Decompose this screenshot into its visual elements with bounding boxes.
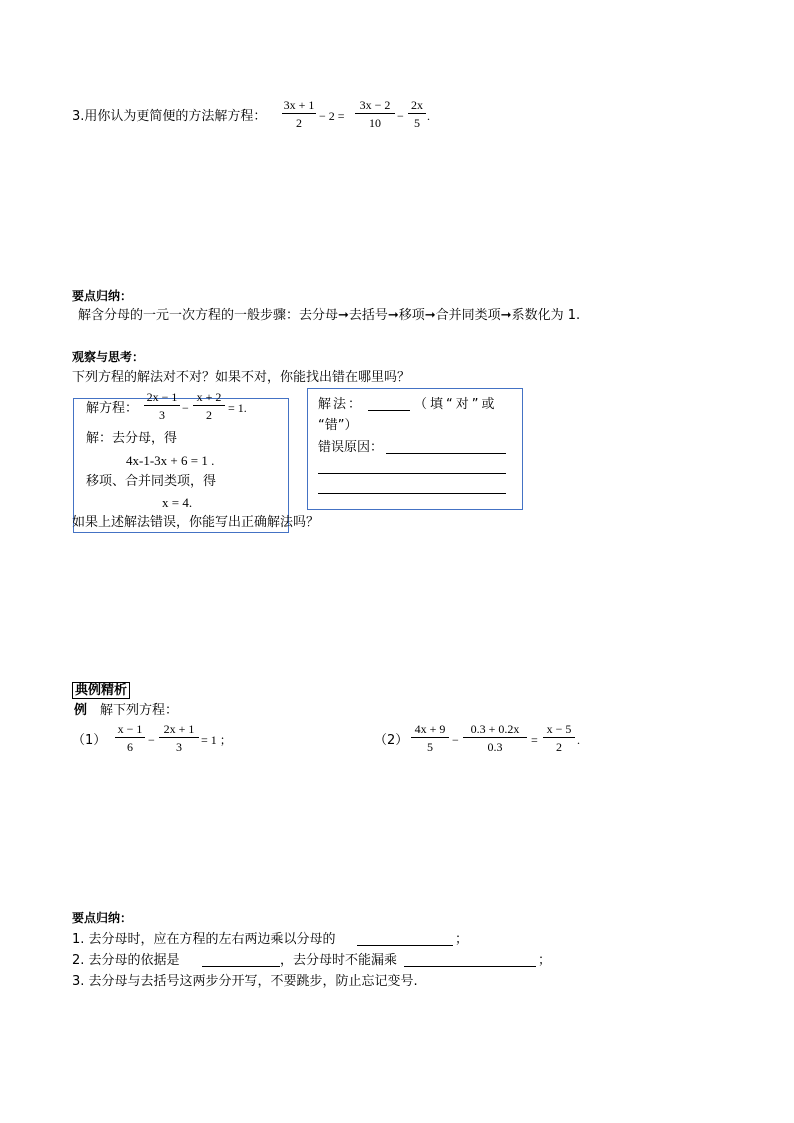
summary1-text: 解含分母的一元一次方程的一般步骤：去分母➞去括号➞移项➞合并同类项➞系数化为 1.: [78, 308, 581, 323]
left-box-fraction-1: [144, 391, 180, 421]
fraction-numerator: 0.3 + 0.2x: [470, 722, 520, 736]
fraction-denominator: 2: [556, 740, 562, 754]
problem2-label: （2）: [374, 733, 409, 748]
q3-minus: −: [397, 109, 404, 123]
q3-fraction-3: [408, 99, 426, 129]
fraction-denominator: 5: [414, 116, 420, 130]
right-box-line1-label: 解法：: [318, 397, 364, 412]
left-box-label: 解方程：: [86, 401, 139, 416]
fraction-numerator: 2x + 1: [163, 722, 195, 736]
left-box-line1: 解：去分母，得: [86, 431, 178, 446]
q3-prefix: 3.用你认为更简便的方法解方程：: [72, 109, 267, 124]
right-box-line1-hint: （填“对”或: [414, 397, 498, 412]
summary2-blank-1[interactable]: [357, 945, 453, 946]
reason-blank-1[interactable]: [386, 453, 506, 454]
fraction-denominator: 10: [369, 116, 381, 130]
summary2-item1-end: ；: [455, 932, 469, 947]
reason-blank-3[interactable]: [318, 493, 506, 494]
problem1-minus: −: [148, 733, 155, 747]
summary2-item2b: ，去分母时不能漏乘: [280, 953, 398, 968]
q3-minus-two: − 2 =: [319, 109, 345, 123]
problem1-label: （1）: [72, 733, 107, 748]
summary2-item3: 3. 去分母与去括号这两步分开写，不要跳步，防止忘记变号.: [72, 974, 418, 989]
left-box-minus: −: [182, 401, 189, 415]
fraction-numerator: x − 1: [117, 722, 143, 736]
problem2-period: .: [577, 733, 580, 747]
summary2-blank-2[interactable]: [202, 966, 280, 967]
fraction-denominator: 2: [296, 116, 302, 130]
right-box-line2: “错”）: [318, 418, 358, 433]
right-box-reason-label: 错误原因：: [318, 440, 384, 455]
problem1-rhs: = 1 ；: [201, 733, 232, 747]
example-label: 例: [74, 703, 88, 718]
fraction-denominator: 3: [159, 408, 165, 422]
left-box-line4: x = 4.: [162, 495, 193, 510]
fraction-denominator: 6: [127, 740, 133, 754]
left-box-line3: 移项、合并同类项，得: [86, 474, 217, 489]
fraction-numerator: x + 2: [196, 390, 222, 404]
q3-period: .: [427, 109, 430, 123]
observe-question: 下列方程的解法对不对？如果不对，你能找出错在哪里吗？: [72, 370, 411, 385]
fraction-numerator: 4x + 9: [414, 722, 446, 736]
reason-blank-2[interactable]: [318, 473, 506, 474]
left-box-line2: 4x-1-3x + 6 = 1 .: [126, 453, 215, 468]
left-box-rhs: = 1.: [228, 401, 247, 415]
fraction-numerator: x − 5: [546, 722, 572, 736]
summary2-title: 要点归纳：: [72, 911, 133, 925]
problem2-minus: −: [452, 733, 459, 747]
fraction-numerator: 2x − 1: [146, 390, 178, 404]
fraction-numerator: 2x: [411, 98, 423, 112]
q3-fraction-2: [355, 99, 395, 129]
problem2-fraction-1: [411, 723, 449, 753]
left-box-fraction-2: [193, 391, 225, 421]
summary2-item2-end: ；: [538, 953, 552, 968]
fraction-denominator: 5: [427, 740, 433, 754]
problem1-fraction-1: [115, 723, 145, 753]
summary2-blank-3[interactable]: [404, 966, 536, 967]
observe-followup: 如果上述解法错误，你能写出正确解法吗？: [72, 515, 320, 530]
fraction-denominator: 2: [206, 408, 212, 422]
fraction-denominator: 0.3: [487, 740, 503, 754]
example-instruction: 解下列方程：: [100, 703, 179, 718]
summary2-item1: 1. 去分母时，应在方程的左右两边乘以分母的: [72, 932, 336, 947]
summary2-item2a: 2. 去分母的依据是: [72, 953, 180, 968]
problem1-fraction-2: [159, 723, 199, 753]
observe-title: 观察与思考：: [72, 350, 145, 364]
example-section-title: 典例精析: [72, 682, 130, 699]
problem2-fraction-2: [463, 723, 527, 753]
q3-fraction-1: [282, 99, 316, 129]
problem2-fraction-3: [543, 723, 575, 753]
summary1-title: 要点归纳：: [72, 289, 133, 303]
fraction-denominator: 3: [176, 740, 182, 754]
fraction-numerator: 3x + 1: [283, 98, 315, 112]
judgement-blank[interactable]: [368, 410, 410, 411]
fraction-numerator: 3x − 2: [359, 98, 391, 112]
problem2-equals: =: [531, 733, 538, 747]
